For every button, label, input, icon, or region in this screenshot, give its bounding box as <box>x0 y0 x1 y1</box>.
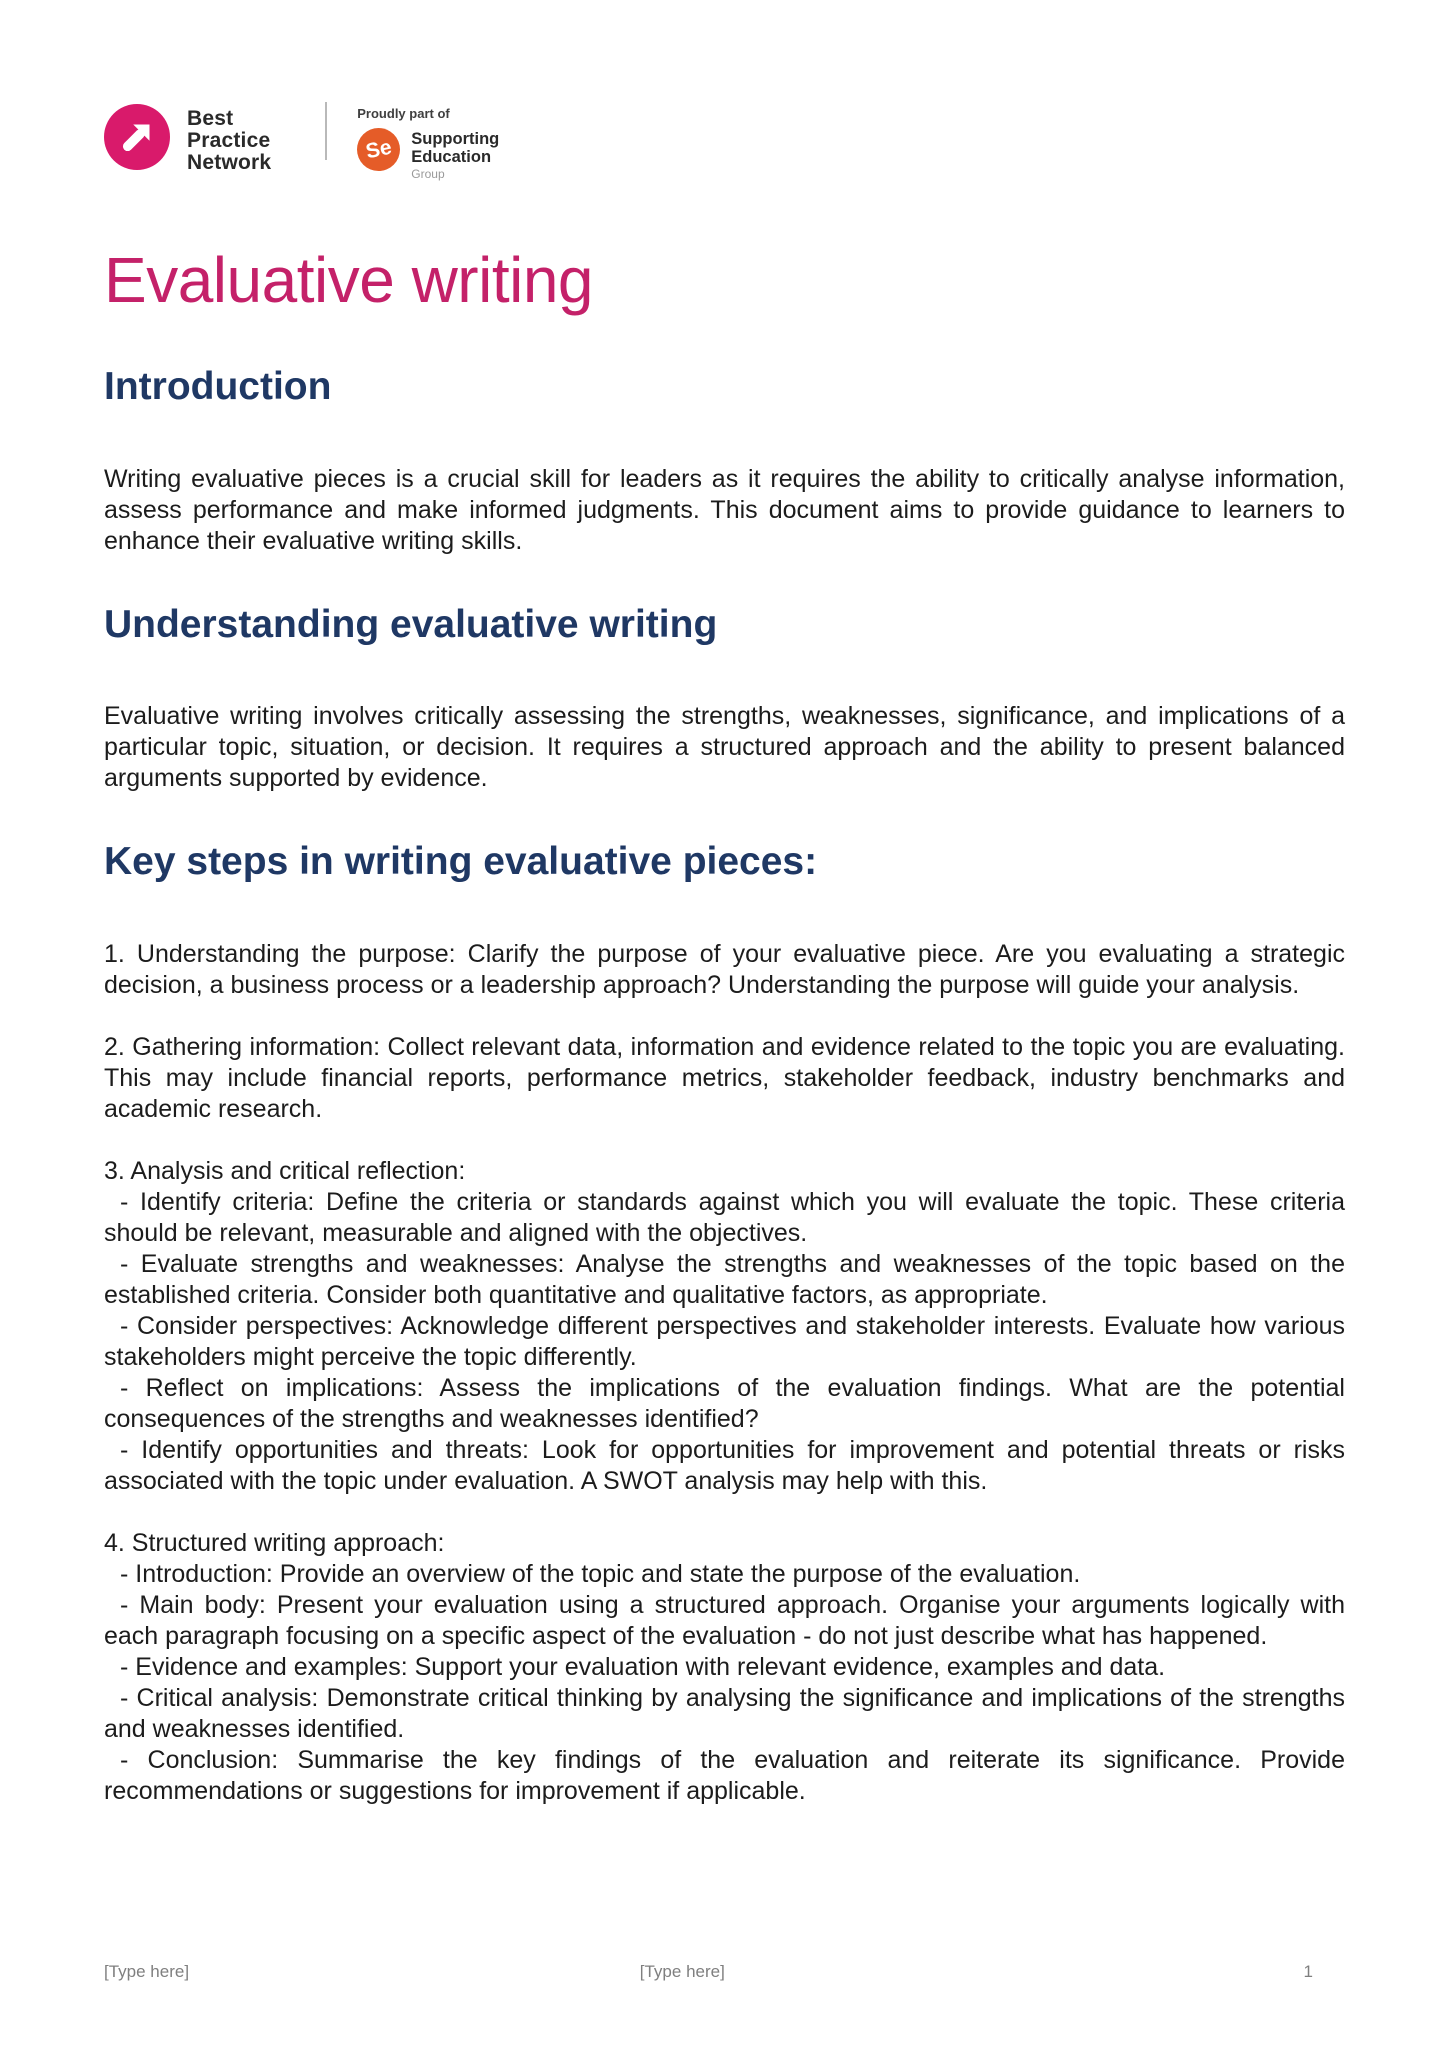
partner-tagline: Proudly part of <box>357 106 450 121</box>
se-monogram-icon <box>357 128 400 171</box>
paragraph: Writing evaluative pieces is a crucial skill for leaders as it requires the ability to critically analyse information, assess performance and make informed judgments. This document aims to provide guidance to learners to enhance their evaluative writing skills. <box>104 464 1345 555</box>
paragraph: - Critical analysis: Demonstrate critical thinking by analysing the significance and implications of the strengths and weaknesses identified. <box>104 1684 1345 1744</box>
partner-word-line: Supporting <box>411 130 500 148</box>
section-heading-key-steps: Key steps in writing evaluative pieces: <box>104 840 818 884</box>
se-monogram-text: Se <box>363 135 394 163</box>
bpn-word-line: Best <box>187 107 234 130</box>
paragraph: - Reflect on implications: Assess the implications of the evaluation findings. What are the potential consequences of the strengths and weaknesses identified? <box>104 1374 1345 1434</box>
best-practice-network-logo <box>104 82 271 174</box>
section-heading-understanding: Understanding evaluative writing <box>104 602 718 646</box>
section-key-steps <box>104 838 1345 1807</box>
section-heading-introduction: Introduction <box>104 364 332 408</box>
partner-wordmark <box>411 128 499 181</box>
paragraph: - Identify opportunities and threats: Look for opportunities for improvement and potential threats or risks associated with the topic under evaluation. A SWOT analysis may help with this. <box>104 1436 1345 1496</box>
bpn-word-line: Network <box>187 151 272 174</box>
paragraph: - Identify criteria: Define the criteria or standards against which you will evaluate the topic. These criteria should be relevant, measurable and aligned with the objectives. <box>104 1188 1345 1248</box>
footer-type-here-center[interactable]: [Type here] <box>639 1962 725 1981</box>
section-introduction <box>104 363 1345 557</box>
paragraph: Evaluative writing involves critically assessing the strengths, weaknesses, significance, and implications of a particular topic, situation, or decision. It requires a structured approach and the ability to present balanced arguments supported by evidence. <box>104 702 1345 793</box>
footer-type-here-left[interactable]: [Type here] <box>104 1962 190 1981</box>
paragraph: - Main body: Present your evaluation using a structured approach. Organise your arguments logically with each paragraph focusing on a specific aspect of the evaluation - do not just describe what has happened. <box>104 1591 1345 1651</box>
section-body-understanding <box>104 701 1345 794</box>
logo-divider <box>325 102 327 160</box>
section-understanding <box>104 601 1345 795</box>
paragraph: 1. Understanding the purpose: Clarify the purpose of your evaluative piece. Are you evaluating a strategic decision, a business process or a leadership approach? Understanding the purpose will guide your analysis. <box>104 940 1345 1000</box>
partner-group-label: Group <box>411 167 445 181</box>
paragraph: - Conclusion: Summarise the key findings of the evaluation and reiterate its significance. Provide recommendations or suggestions for improvement if applicable. <box>104 1746 1345 1806</box>
section-body-key-steps <box>104 939 1345 1807</box>
page-title: Evaluative writing <box>104 244 593 316</box>
paragraph: - Evidence and examples: Support your evaluation with relevant evidence, examples and data. <box>120 1653 1166 1682</box>
document-header <box>104 82 1345 181</box>
paragraph: - Introduction: Provide an overview of the topic and state the purpose of the evaluation. <box>120 1560 1081 1589</box>
bpn-wordmark <box>187 108 271 174</box>
arrow-up-right-icon <box>117 117 157 157</box>
paragraph: 4. Structured writing approach: <box>104 1529 445 1558</box>
supporting-education-logo <box>357 106 499 181</box>
paragraph: - Consider perspectives: Acknowledge different perspectives and stakeholder interests. Evaluate how various stakeholders might perceive the topic differently. <box>104 1312 1345 1372</box>
section-body-introduction <box>104 464 1345 557</box>
paragraph: - Evaluate strengths and weaknesses: Analyse the strengths and weaknesses of the topic based on the established criteria. Consider both quantitative and qualitative factors, as appropriate. <box>104 1250 1345 1310</box>
partner-word-line: Education <box>411 147 492 166</box>
paragraph: 2. Gathering information: Collect relevant data, information and evidence related to the topic you are evaluating. This may include financial reports, performance metrics, stakeholder feedback, industry benchmarks and academic research. <box>104 1033 1345 1124</box>
bpn-circle <box>104 104 170 170</box>
footer-page-number: 1 <box>1303 1962 1313 1981</box>
paragraph: 3. Analysis and critical reflection: <box>104 1157 466 1186</box>
bpn-word-line: Practice <box>187 129 271 152</box>
